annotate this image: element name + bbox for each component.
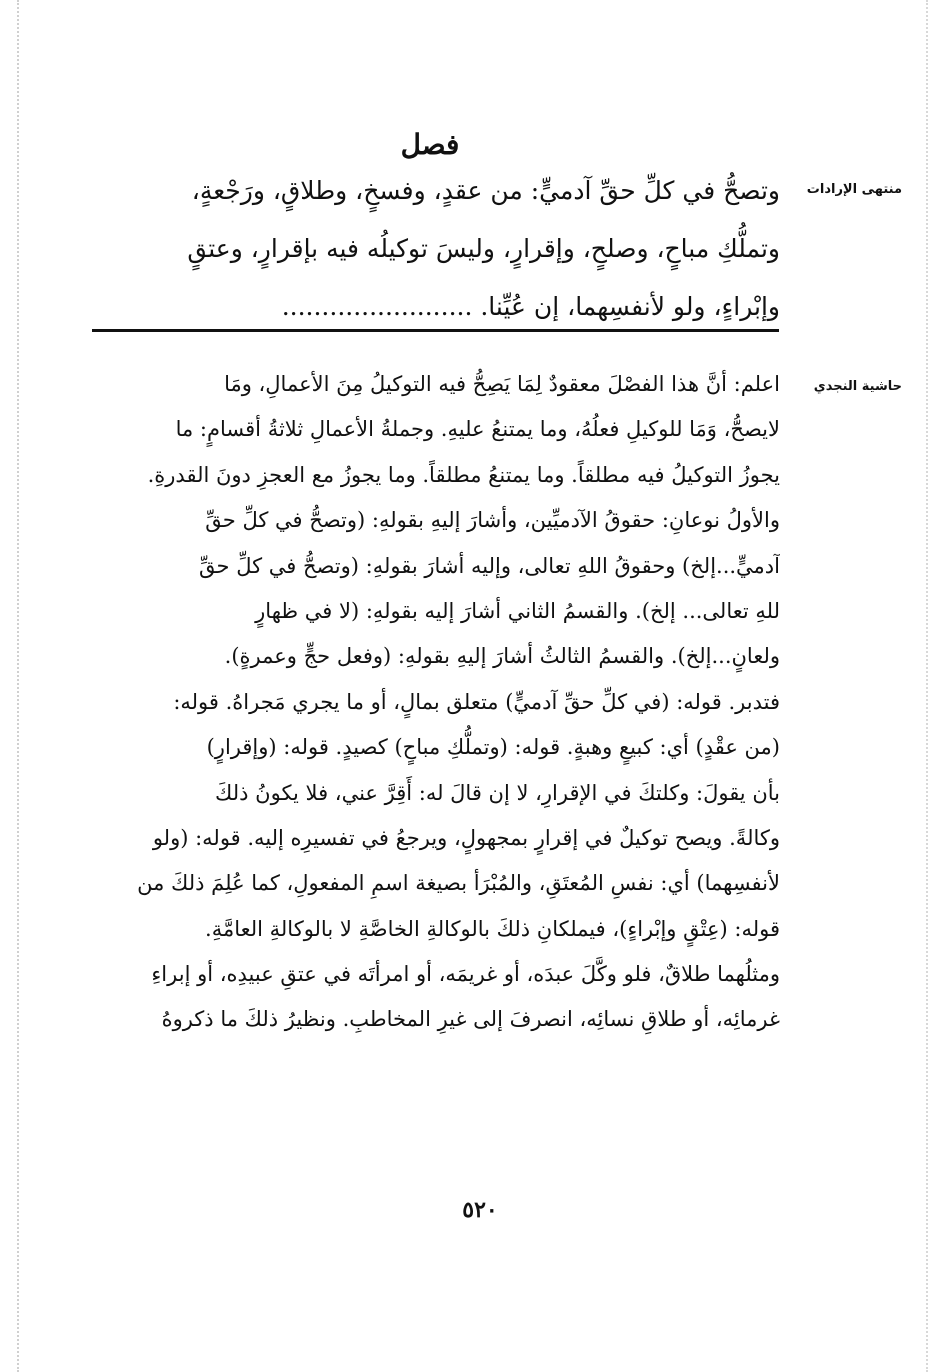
page-number: ٥٢٠ <box>462 1197 498 1223</box>
hashiya-line: آدميٍّ...إلخ) وحقوقُ اللهِ تعالى، وإليه أشارَ بقولهِ: (وتصحُّ في كلِّ حقِّ <box>199 553 780 578</box>
section-title: فصل <box>400 128 460 161</box>
matn-line: وتصحُّ في كلِّ حقِّ آدميٍّ: من عقدٍ، وفسخٍ، وطلاقٍ، ورَجْعةٍ، <box>191 176 780 205</box>
hashiya-line: قوله: (عِتْقٍ وإبْراءٍ)، فيملكانِ ذلكَ بالوكالةِ الخاصَّةِ لا بالوكالةِ العامَّةِ. <box>205 916 780 941</box>
matn-line: وتملُّكِ مباحٍ، وصلحٍ، وإقرارٍ، وليسَ توكيلُه فيه بإقرارٍ، وعتقٍ <box>187 234 780 263</box>
hashiya-line: غرمائِه، أو طلاقِ نسائِه، انصرفَ إلى غيرِ المخاطبِ. ونظيرُ ذلكَ ما ذكروهُ <box>161 1007 780 1032</box>
hashiya-line: للهِ تعالى... إلخ). والقسمُ الثاني أشارَ إليه بقولهِ: (لا في ظهارٍ <box>255 598 780 623</box>
hashiya-text-block <box>90 362 780 1043</box>
hashiya-line: فتدبر. قوله: (في كلِّ حقِّ آدميٍّ) متعلق بمالٍ، أو ما يجري مَجراهُ. قوله: <box>173 689 780 714</box>
hashiya-line: (من عقْدٍ) أي: كبيعٍ وهبةٍ. قوله: (وتملُّكِ مباحٍ) كصيدٍ. قوله: (وإقرارٍ) <box>206 735 780 760</box>
hashiya-line: ومثلُهما طلاقٌ، فلو وكَّلَ عبدَه، أو غريمَه، أو امرأتَه في عتقِ عبيدِه، أو إبراءِ <box>151 962 780 987</box>
scan-edge-left <box>17 0 19 1372</box>
hashiya-line: والأولُ نوعانِ: حقوقُ الآدميِّين، وأشارَ إليهِ بقولهِ: (وتصحُّ في كلِّ حقِّ <box>205 508 780 533</box>
scan-edge-right <box>926 0 928 1372</box>
hashiya-line: لايصحُّ، وَمَا للوكيلِ فعلُهُ، وما يمتنعُ عليهِ. وجملةُ الأعمالِ ثلاثةُ أقسامٍ: ما <box>175 417 780 442</box>
hashiya-line: لأنفسِهما) أي: نفسِ المُعتَقِ، والمُبْرَأ بصيغة اسمِ المفعولِ، كما عُلِمَ ذلكَ من <box>137 871 780 896</box>
hashiya-line: يجوزُ التوكيلُ فيه مطلقاً. وما يمتنعُ مطلقاً. وما يجوزُ مع العجزِ دونَ القدرةِ. <box>147 462 780 487</box>
side-label-matn: منتهى الإرادات <box>806 182 902 197</box>
separator-rule <box>92 329 779 332</box>
hashiya-line: وكالةً. ويصح توكيلٌ في إقرارٍ بمجهولٍ، ويرجعُ في تفسيرِه إليه. قوله: (ولو <box>152 825 780 850</box>
hashiya-line: اعلم: أنَّ هذا الفصْلَ معقودٌ لِمَا يَصِحُّ فيه التوكيلُ مِنَ الأعمالِ، ومَا <box>224 372 780 396</box>
hashiya-line: ولعانٍ...إلخ). والقسمُ الثالثُ أشارَ إليهِ بقولهِ: (وفعل حجٍّ وعمرةٍ). <box>224 644 780 669</box>
side-label-hashiya: حاشية النجدي <box>813 379 902 394</box>
matn-line: وإبْراءٍ، ولو لأنفسِهما، إن عُيِّنا. ........................ <box>281 292 780 321</box>
matn-text-block <box>90 162 780 336</box>
hashiya-line: بأن يقولَ: وكلتكَ في الإقرارِ، لا إن قالَ له: أَقِرَّ عني، فلا يكونُ ذلكَ <box>215 780 780 805</box>
